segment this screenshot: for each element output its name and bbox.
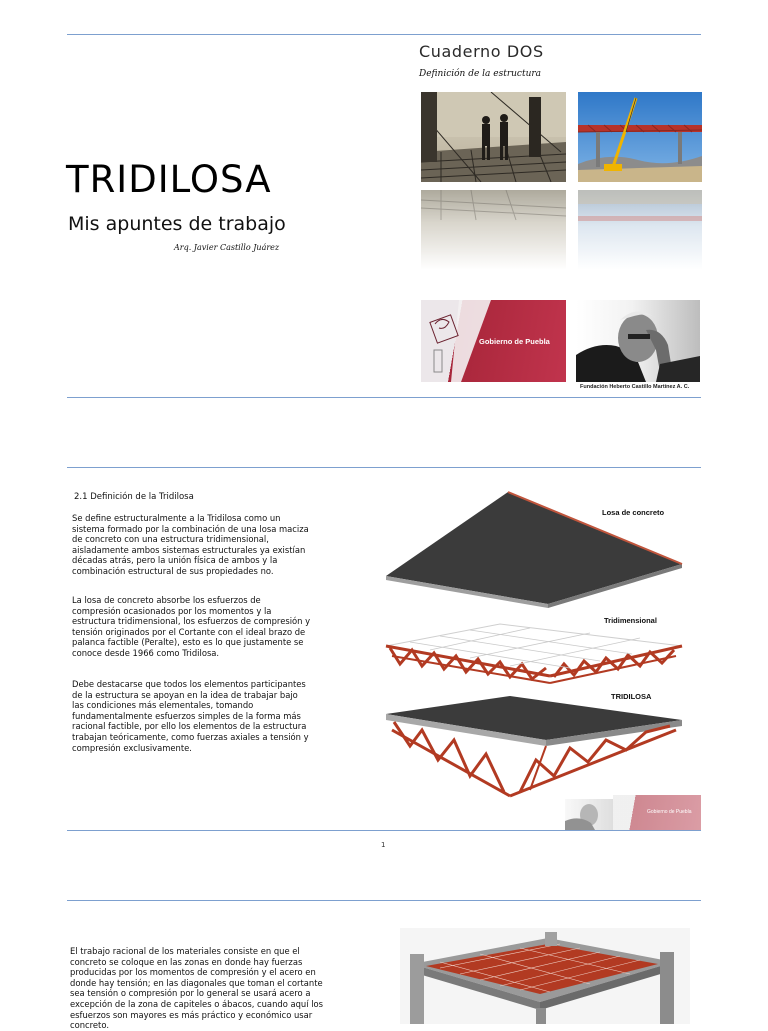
logo-gobierno-puebla	[421, 300, 566, 382]
cover-author: Arq. Javier Castillo Juárez	[174, 243, 280, 252]
photo-workers	[421, 92, 566, 182]
notebook-subtitle: Definición de la estructura	[419, 69, 542, 79]
section-heading: 2.1 Definición de la Tridilosa	[74, 492, 194, 502]
logo-gobierno-text: Gobierno de Puebla	[479, 337, 550, 346]
cover-title: TRIDILOSA	[66, 158, 272, 201]
label-losa: Losa de concreto	[602, 508, 665, 517]
foundation-caption: Fundación Heberto Castillo Martínez A. C.	[580, 384, 690, 390]
page-number: 1	[381, 841, 386, 849]
watermark-portrait	[565, 799, 613, 830]
label-tridilosa: TRIDILOSA	[611, 692, 652, 701]
paragraph-2: La losa de concreto absorbe los esfuerzos de compresión ocasionados por los momentos y la estructura tridimensional, los esfuerzos de compresión y tensión originados por el Cortante con el ideal brazo de palanca factible (Peralte), esto es lo que justamente se conoce desde 1966 como Tridilosa.	[72, 595, 311, 658]
photo-workers-reflection	[421, 190, 566, 270]
cover-subtitle: Mis apuntes de trabajo	[68, 213, 286, 235]
watermark-puebla	[613, 795, 701, 830]
tridilosa-diagram-svg	[370, 478, 730, 830]
structure-3d-render	[400, 928, 690, 1024]
page2-paragraph: El trabajo racional de los materiales consiste en que el concreto se coloque en las zonas en donde hay fuerzas producidas por los momentos de compresión y el acero en donde hay tensión; en las diagonales que toman el cortante sea tensión o compresión por lo general se usará acero a excepción de la zona de capiteles o ábacos, cuando aquí los esfuerzos son mayores es más práctico y económico usar concreto.	[70, 946, 324, 1031]
page1-top-rule	[67, 467, 701, 468]
notebook-title: Cuaderno DOS	[419, 42, 544, 61]
paragraph-3: Debe destacarse que todos los elementos participantes de la estructura se apoyan en la idea de trabajar bajo las condiciones más elementales, tomando fundamentalmente esfuerzos simples de la forma más racional factible, por ello los elementos de la estructura trabajan teóricamente, como fuerzas axiales a tensión y compresión exclusivamente.	[72, 679, 309, 753]
photo-portrait	[576, 300, 700, 382]
photo-crane-reflection	[578, 190, 702, 270]
space-truss	[386, 624, 682, 683]
top-rule	[67, 34, 701, 35]
paragraph-1: Se define estructuralmente a la Tridilosa como un sistema formado por la combinación de una losa maciza de concreto con una estructura tridimensional, aisladamente ambos sistemas estructurales ya existían décadas atrás, pero la unión física de ambos y la combinación estructural de sus propiedades no.	[72, 513, 309, 576]
tridilosa-diagram	[370, 478, 730, 830]
photo-crane-bridge	[578, 92, 702, 182]
page2-top-rule	[67, 900, 701, 901]
page1-bottom-rule	[67, 830, 701, 831]
tridilosa-combined	[386, 696, 682, 796]
watermark-puebla-text: Gobierno de Puebla	[647, 809, 692, 815]
cover-bottom-rule	[67, 397, 701, 398]
label-tridimensional: Tridimensional	[604, 616, 657, 625]
